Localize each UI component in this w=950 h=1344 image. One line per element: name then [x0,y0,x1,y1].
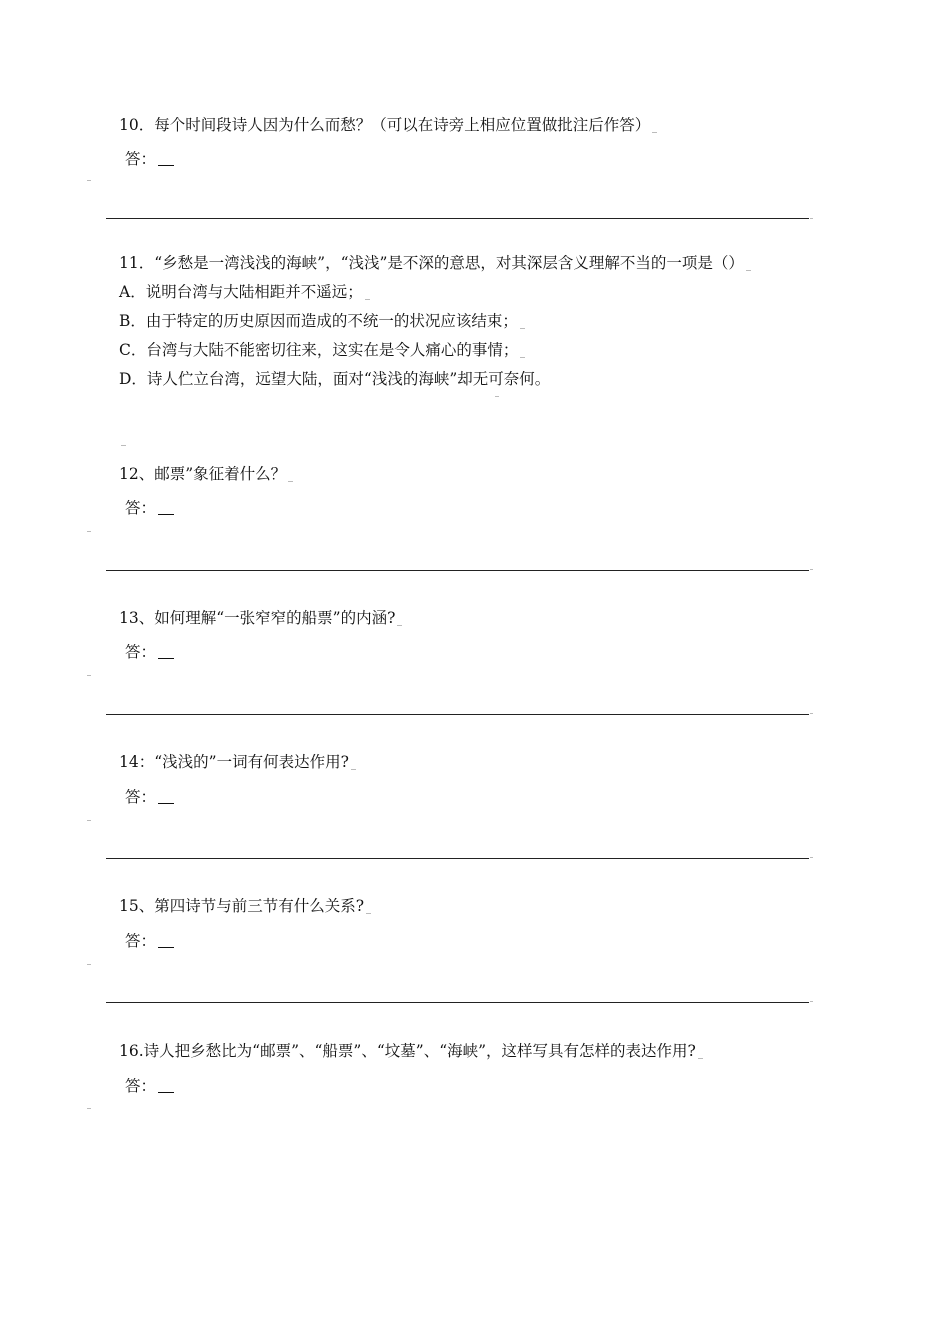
option-c[interactable]: C．台湾与大陆不能密切往来，这实在是令人痛心的事情； [119,340,525,360]
answer-line-13 [106,714,809,715]
question-13: 13、如何理解“一张窄窄的船票”的内涵? [119,608,402,628]
question-14: 14：“浅浅的”一词有何表达作用? [119,752,356,772]
answer-blank[interactable] [158,1078,174,1093]
question-10: 10．每个时间段诗人因为什么而愁？（可以在诗旁上相应位置做批注后作答） [119,115,657,135]
answer-blank[interactable] [158,644,174,659]
answer-14[interactable]: 答： [125,787,174,807]
question-12: 12、邮票”象征着什么？ [119,464,293,484]
option-d[interactable]: D．诗人伫立台湾，远望大陆，面对“浅浅的海峡”却无可奈何。 [119,370,551,388]
option-a[interactable]: A．说明台湾与大陆相距并不遥远； [119,282,370,302]
answer-line-14 [106,858,809,859]
answer-15[interactable]: 答： [125,931,174,951]
answer-line-10 [106,218,809,219]
answer-line-15 [106,1002,809,1003]
question-16: 16.诗人把乡愁比为“邮票”、“船票”、“坟墓”、“海峡”，这样写具有怎样的表达作用? [119,1041,703,1061]
option-b[interactable]: B．由于特定的历史原因而造成的不统一的状况应该结束； [119,311,525,331]
answer-blank[interactable] [158,151,174,166]
answer-blank[interactable] [158,933,174,948]
answer-10[interactable]: 答： [125,149,174,169]
answer-16[interactable]: 答： [125,1076,174,1096]
answer-12[interactable]: 答： [125,498,174,518]
answer-blank[interactable] [158,789,174,804]
answer-line-12 [106,570,809,571]
answer-blank[interactable] [158,500,174,515]
section-heading [119,428,126,448]
answer-13[interactable]: 答： [125,642,174,662]
question-11: 11．“乡愁是一湾浅浅的海峡”，“浅浅”是不深的意思，对其深层含义理解不当的一项是（） [119,253,751,273]
question-15: 15、第四诗节与前三节有什么关系? [119,896,371,916]
